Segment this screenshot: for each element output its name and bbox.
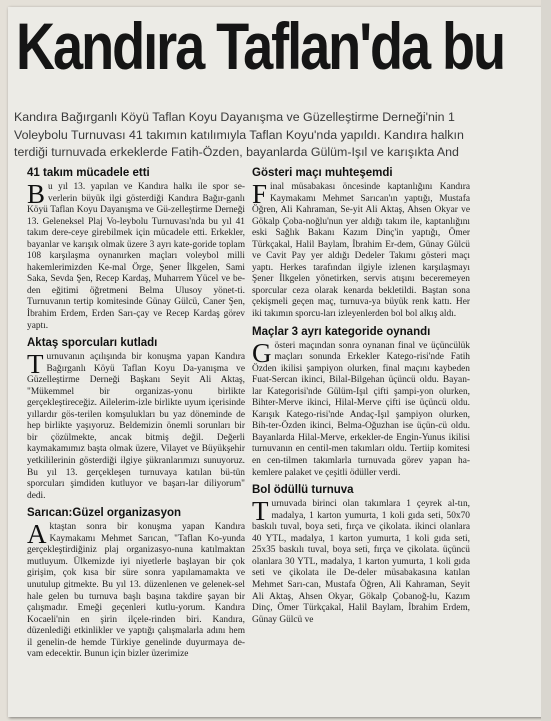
drop-cap: A	[27, 519, 47, 550]
page-fold-edge	[541, 0, 551, 721]
right-column	[252, 167, 470, 631]
drop-cap: F	[252, 179, 268, 209]
deck-line: Kandıra Bağırganlı Köyü Taflan Koyu Dayanışma ve Güzelleştirme Derneği'nin 1	[14, 110, 455, 124]
section-heading: Gösteri maçı muhteşemdi	[252, 167, 393, 179]
article-deck	[14, 109, 551, 162]
paragraph-text: urnuvada birinci olan takımlara 1 çeyrek al-tın, madalya, 1 karton yumurta, 1 koli gıda seti, 50x70 baskılı tuval, boya seti, fırça ve çikolata. ikinci olanlara 40 YTL, madalya, 1 karton yumurta, 1 koli gıda seti, 25x35 baskılı tuval, boya seti, fırça ve çikolata. üçüncü olanlara 30 YTL, madalya, 1 karton yumurta, 1 koli gıda seti ve çikolata ile De-deler müsabakasına katılan Mehmet Sarı-can, Mustafa Öğren, Ali Kahraman, Seyit Ali Aktaş, Ahsen Okyar, Gökalp Çobanoğ-lu, Kazım Dinç, Ömer Türkçakal, Halil Baylam, İbrahim Erdem, Günay Gülcü ve	[252, 499, 470, 625]
section-paragraph	[252, 179, 470, 321]
deck-line: terdiği turnuvada erkeklerde Fatih-Özden, bayanlarda Gülüm-Işıl ve karışıkta And	[14, 145, 459, 159]
section-heading: Aktaş sporcuları kutladı	[27, 337, 158, 350]
section-paragraph	[27, 519, 245, 661]
section-paragraph	[27, 349, 245, 502]
paragraph-text: österi maçından sonra oynanan final ve üçüncülük maçları sonunda Erkekler Katego-risi'nde Fatih Özden ikilisi şampiyon olurken, final maçını kaybeden Fuat-Sercan ikinci, Bilal-Bilgehan üçüncü oldu. Bayan-lar Kategorisi'nde Gülüm-Işıl çifti şampi-yon olurken, Bihter-Merve ikinci, Hilal-Merve çifti ise üçüncü oldu. Karışık Katego-risi'nde Andaç-Işıl şampiyon olurken, Bih-ter-Özden ikinci, Belma-Oğuzhan ise üçün-cü oldu. Bayanlarda Hilal-Merve, erkekler-de Engin-Yunus ikilisi turnuvanın en centil-men takımları oldu. Tertiip komitesi en cen-tilmen takımlarla turnuvada görev yapan ha-kemlere palaket ve çeşitli ödüller verdi.	[252, 340, 470, 478]
drop-cap: G	[252, 337, 272, 368]
section-paragraph	[252, 337, 470, 480]
paragraph-text: urnuvanın açılışında bir konuşma yapan Kandıra Bağırganlı Köyü Taflan Koyu Da-yanışma ve Güzelleştirme Derneği Başkanı Seyit Ali Aktaş, "Mükemmel bir organizas-yonu birlikte gerçekleştireceğiz. Ailelerim-izle birlikte uyum içerisinde yıllardır gös-terilen komşulukları bu yaz döneminde de hep birlikte yaşıyoruz. Beldemizin önemli sorunları bir bir çözülmekte, ancak bitmiş değil. Değerli kaymakamımız başta olmak üzere, Vilayet ve Büyükşehir yetkililerinin gösterdiği ilgiye şükranlarımızı sunuyoruz. Bu yıl 13. gerçekleşen turnuvaya katılan bü-tün sporcuları şimdiden kutluyor ve başarı-lar diliyorum" dedi.	[27, 352, 245, 501]
paragraph-text: u yıl 13. yapılan ve Kandıra halkı ile spor se-verlerin büyük ilgi gösterdiği Kandıra Bağır-ganlı Köyü Taflan Koyu Dayanışma ve Gü-zelleştirme Derneği 13. Geleneksel Plaj Vo-leybolu Turnuvası'nda bu yıl 41 takım dere-ceye girebilmek için mücadele etti. Erkekler, bayanlar ve karışık olmak üzere 3 ayrı kate-goride toplam 108 karşılaşma oynanırken maçları voleybol milli hakemlerimizden Ke-mal Örge, Şener İlkgelen, Sami Saka, Sevda Şen, Recep Kardaş, Muharrem Yücel ve be-den eğitimi öğretmeni Belma Ulusoy yönet-ti. Turnuvanın tertip komitesinde Günay Gülcü, Caner Şen, İbrahim Erdem, Erden Sarı-çay ve Recep Kardaş görev yaptı.	[27, 182, 245, 331]
paragraph-text: ktaştan sonra bir konuşma yapan Kandıra Kaymakamı Mehmet Sarıcan, "Taflan Ko-yunda gerçekleştirdiğiniz plaj organizasyo-nuna katılmaktan mutluyum. Ülkemizde iyi niyetlerle başlayan bir çok girişim, çok kısa bir süre sonra yapılamamakta ve unutulup gitmekte. Bu yıl 13. düzenlenen ve gelenek-sel hale gelen bu turnuva başlı başına takdire şayan bir çalışmadır. Emeği geçenleri kutlu-yorum. Kandıra Kocaeli'nin en şirin ilçele-rinden biri. Kandıra, düzenlediği etkinlikler ve yaptığı çalışmalarla adını hem il genelin-de hemde Türkiye genelinde duyurmaya de-vam edecektir. Bunun için bizler üzerimize	[27, 522, 245, 660]
left-column	[27, 167, 245, 666]
section-paragraph	[252, 496, 470, 626]
paragraph-text: inal müsabakası öncesinde kaptanlığını Kandıra Kaymakamı Mehmet Sarıcan'ın yaptığı, Mustafa Öğren, Ali Kahraman, Se-yit Ali Aktaş, Ahsen Okyar ve Gökalp Çoba-noğlu'nun yer aldığı takım ile, kaptanlığını eski Sağlık Bakanı Kazım Dinç'in yaptığı, Ömer Türkçakal, Halil Baylam, İbrahim Er-dem, Günay Gülcü ve Cavit Pay yer aldığı Dedeler Takımı gösteri maçı yaptı. Herkes tarafından ilgiyle izlenen karşılaşmayı Şener İlkgelen yönetirken, servis atışını beceremeyen sporcular ceza olarak kenarda bekletildi. Baştan sona çekişmeli geçen maç, turnuva-ya büyük renk kattı. Her iki takımın sporcu-ları izleyenlerden bol bol alkış aldı.	[252, 182, 470, 320]
drop-cap: T	[252, 496, 269, 527]
section-heading: Maçlar 3 ayrı kategoride oynandı	[252, 325, 431, 338]
deck-line: Voleybolu Turnuvası 41 takımın katılımıyla Taflan Koyu'nda yapıldı. Kandıra halkın	[14, 127, 464, 142]
section-heading: Bol ödüllü turnuva	[252, 484, 354, 497]
section-heading: Sarıcan:Güzel organizasyon	[27, 507, 182, 520]
drop-cap: T	[27, 349, 44, 380]
drop-cap: B	[27, 179, 46, 209]
section-paragraph	[27, 179, 245, 332]
section-heading: 41 takım mücadele etti	[27, 167, 150, 179]
headline: Kandıra Taflan'da bu	[16, 9, 505, 83]
